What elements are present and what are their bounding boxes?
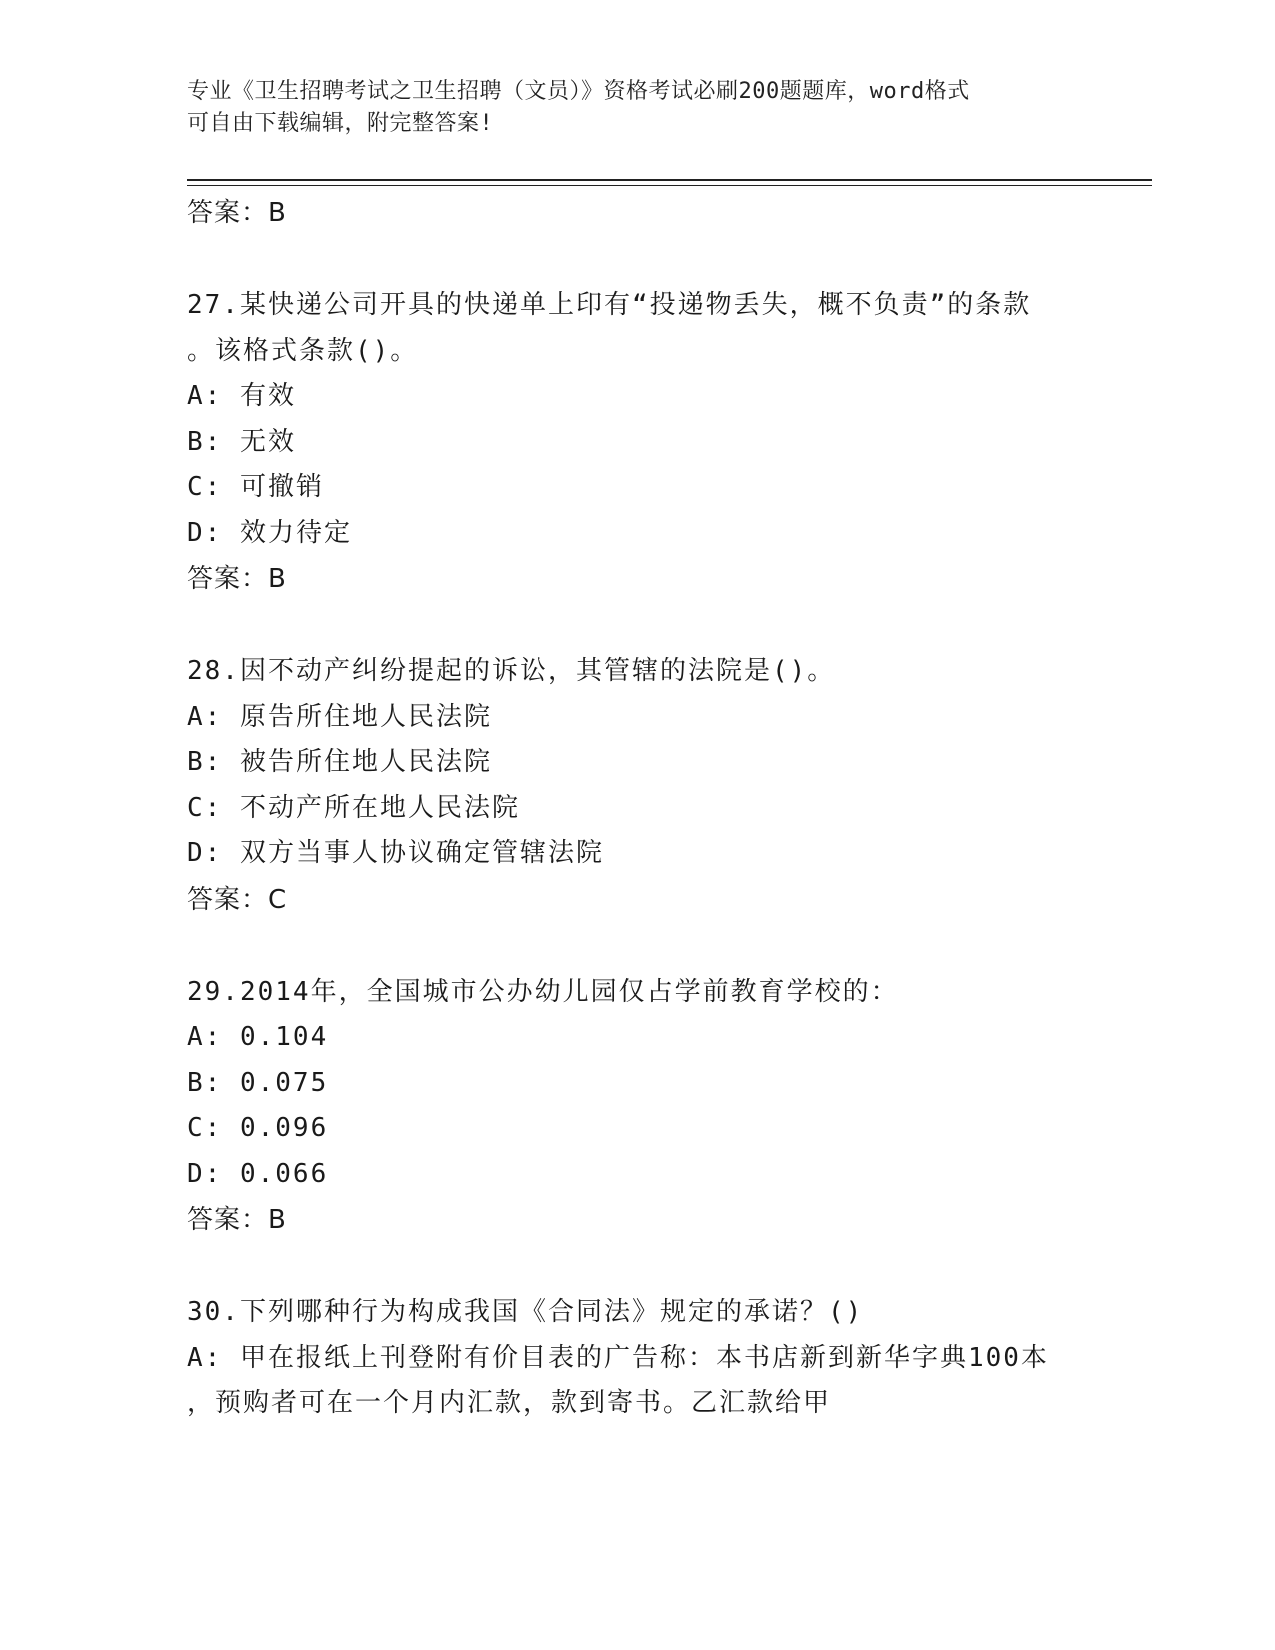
option-a: A: 原告所住地人民法院 [187,701,492,732]
question-list [187,190,1087,1427]
question-28 [187,649,1087,923]
option-b: B: 0.075 [187,1067,329,1098]
header-line-1: 专业《卫生招聘考试之卫生招聘（文员）》资格考试必刷200题题库，word格式 [187,79,970,104]
option-d: D: 效力待定 [187,517,352,548]
option-c: C: 可撤销 [187,472,324,502]
question-stem [187,970,1087,1016]
question-stem [187,649,1087,695]
answer-line: 答案：C [187,884,288,915]
header-divider-thin [187,185,1152,186]
question-stem [187,283,1087,374]
option-d: D: 0.066 [187,1158,329,1189]
answer-line: 答案：B [187,198,287,228]
option-a: A: 0.104 [187,1022,329,1052]
question-stem-line: 27.某快递公司开具的快递单上印有“投递物丢失，概不负责”的条款 [187,290,1032,320]
header-line-2: 可自由下载编辑，附完整答案! [187,111,494,136]
question-stem-line: 28.因不动产纠纷提起的诉讼，其管辖的法院是()。 [187,656,836,686]
option-b: B: 无效 [187,426,296,457]
question-29 [187,970,1087,1244]
option-c: C: 0.096 [187,1113,329,1143]
answer-line: 答案：B [187,1205,287,1235]
option-d: D: 双方当事人协议确定管辖法院 [187,838,604,868]
question-30 [187,1290,1087,1427]
answer-line: 答案：B [187,564,287,594]
question-stem-line: 30.下列哪种行为构成我国《合同法》规定的承诺？() [187,1297,864,1327]
header-divider-thick [187,179,1152,181]
question-stem-line: 29.2014年，全国城市公办幼儿园仅占学前教育学校的： [187,976,899,1007]
option-c: C: 不动产所在地人民法院 [187,792,520,823]
option-a-continuation: ，预购者可在一个月内汇款，款到寄书。乙汇款给甲 [187,1388,832,1418]
question-27 [187,283,1087,602]
question-stem [187,1290,1087,1336]
option-b: B: 被告所住地人民法院 [187,747,492,777]
document-header [187,76,1067,140]
question-stem-line: 。该格式条款()。 [187,335,419,366]
option-a: A: 甲在报纸上刊登附有价目表的广告称：本书店新到新华字典100本 [187,1342,1049,1373]
option-a: A: 有效 [187,381,296,411]
